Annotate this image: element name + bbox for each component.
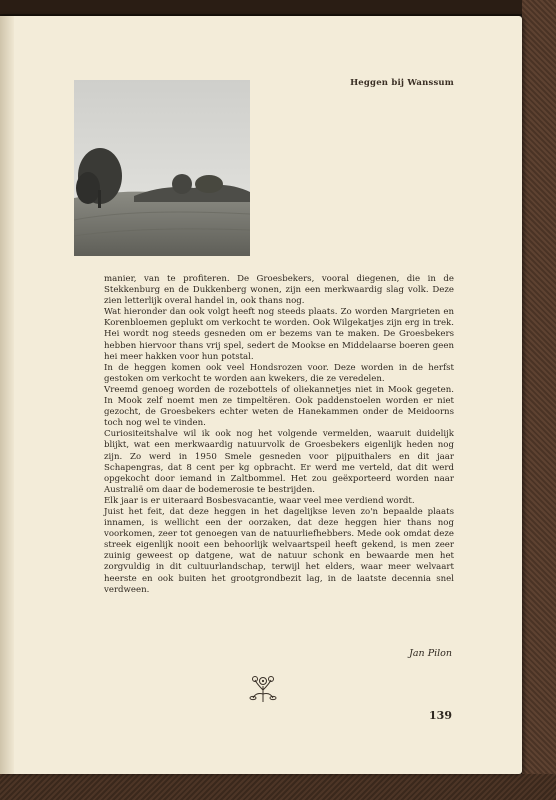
book-page (0, 16, 522, 774)
paragraph: Juist het feit, dat deze heggen in het dagelijkse leven zo'n bepaalde plaats innamen, is wellicht een der oorzaken, dat deze heggen hier thans nog voorkomen, zeer tot genoegen van de natuurliefhebbers. Mede ook omdat deze streek eigenlijk nooit een behoorlijk welvaartspeil heeft gekend, is men zeer zuinig geweest op datgene, wat de natuur schonk en bewaarde men het zorgvuldig in dit cultuurlandschap, terwijl het elders, waar meer welvaart heerste en ook buiten het grootgrondbezit lag, in de laatste decennia snel verdween. (104, 506, 454, 595)
flower-sprig-icon (247, 672, 279, 704)
paragraph: Vreemd genoeg worden de rozebottels of oliekannetjes niet in Mook gegeten. In Mook zelf noemt men ze timpeltëren. Ook paddenstoelen worden er niet gezocht, de Groesbekers echter weten de Hanekammen onder de Meidoorns toch nog wel te vinden. (104, 384, 454, 429)
author-signature: Jan Pilon (409, 648, 452, 659)
paragraph: In de heggen komen ook veel Hondsrozen voor. Deze worden in de herfst gestoken om verkocht te worden aan kwekers, die ze veredelen. (104, 362, 454, 384)
paragraph: manier, van te profiteren. De Groesbekers, vooral diegenen, die in de Stekkenburg en de Dukkenberg wonen, zijn een merkwaardig slag volk. Deze zien letterlijk overal handel in, ook thans nog. (104, 274, 454, 307)
page-number: 139 (429, 709, 452, 722)
paragraph: Wat hieronder dan ook volgt heeft nog steeds plaats. Zo worden Margrieten en Korenbloemen geplukt om verkocht te worden. Ook Wilgekatjes zijn erg in trek. Hei wordt nog steeds gesneden om er bezems van te maken. De Groesbekers hebben hiervoor thans vrij spel, sedert de Mookse en Middelaarse boeren geen hei meer hakken voor hun potstal. (104, 307, 454, 362)
paragraph: Elk jaar is er uiteraard Bosbesvacantie, waar veel mee verdiend wordt. (104, 495, 415, 506)
landscape-photo-icon (74, 80, 250, 256)
running-head: Heggen bij Wanssum (350, 78, 454, 88)
book-cover-bottom (0, 774, 556, 800)
book-cover-top (0, 0, 556, 14)
book-cover-edge (522, 0, 556, 800)
landscape-photo (74, 80, 250, 256)
page-gutter (0, 16, 14, 774)
paragraph: Curiositeitshalve wil ik ook nog het volgende vermelden, waaruit duidelijk blijkt, wat een merkwaardig natuurvolk de Groesbekers eigenlijk heden nog zijn. Zo werd in 1950 Smele gesneden voor pijpuithalers en dit jaar Schapengras, dat 8 cent per kg opbracht. Er werd me verteld, dat dit werd opgekocht door iemand in Zaltbommel. Het zou geëxporteerd worden naar Australië om daar de bodemerosie te bestrijden. (104, 429, 454, 495)
article-body (104, 274, 454, 596)
